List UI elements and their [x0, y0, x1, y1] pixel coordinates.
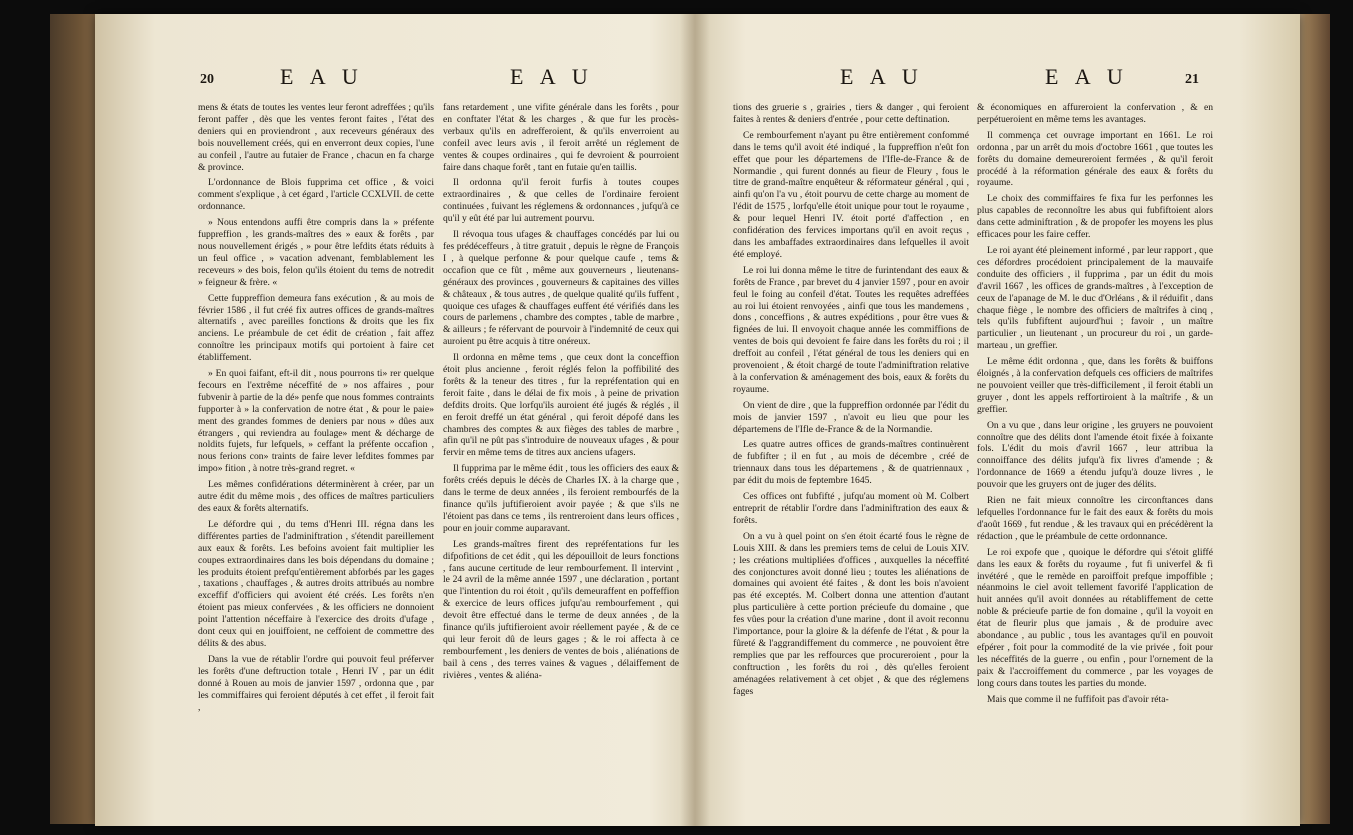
paragraph: tions des gruerie s , grairies , tiers & danger , qui feroient faites à rentes & deniers d'entrée , pour cette deftination.	[733, 102, 969, 125]
paragraph: Il commença cet ouvrage important en 1661. Le roi ordonna , par un arrêt du mois d'octobre 1661 , que toutes les forêts du domaine demeureroient fermées , & qu'il feroit procédé à la réformation générale des eaux & forêts du royaume.	[977, 129, 1213, 189]
paragraph: On a vu que , dans leur origine , les gruyers ne pouvoient connoître que des délits dont l'amende étoit fixée à foixante fols. L'édit du mois d'avril 1667 , leur attribua la connoiffance des délits jufqu'à fix livres d'amende ; & l'ordonnance de 1669 a étendu jufqu'à douze livres , le pouvoir que les gruyers ont de juger des délits.	[977, 419, 1213, 491]
paragraph: Le roi ayant été pleinement informé , par leur rapport , que ces défordres procédoient principalement de la mauvaife conduite des officiers , il fupprima , par un édit du mois d'avril 1667 , les offices de grands-maîtres , à l'exception de ceux de l'apanage de M. le duc d'Orléans , & il réduifit , dans chaque fiège , le nombre des officiers de maîtrifes à cinq , tels qu'ils fubfiftent aujourd'hui ; favoir , un maître particulier , un lieutenant , un procureur du roi , un garde-marteau , un greffier.	[977, 244, 1213, 352]
running-head: E A U	[510, 64, 594, 89]
paragraph: Cette fuppreffion demeura fans exécution , & au mois de février 1586 , il fut créé fix autres offices de grands-maîtres alternatifs , avec pareilles fonctions & droits que les fix anciens. Le préambule de cet édit de création , fait affez connoître les principaux motifs qui portoient à faire cet établiffement.	[198, 292, 434, 364]
running-head: E A U	[840, 64, 924, 89]
paragraph: Les quatre autres offices de grands-maîtres continuèrent de fubfifter ; il en fut , au mois de décembre , créé de triennaux dans tous les départemens , & de quatriennaux , par édit du mois de feptembre 1645.	[733, 439, 969, 487]
paragraph: Le même édit ordonna , que, dans les forêts & buiffons éloignés , à la confervation defquels ces officiers de maîtrifes ne pouvoient veiller que très-difficilement , il feroit établi un gruyer , dont les appels reffortiroient à la maîtrife , & un greffier.	[977, 356, 1213, 415]
paragraph: L'ordonnance de Blois fupprima cet office , & voici comment s'explique , à cet égard , l'article CCXLVII. de cette ordonnance.	[198, 177, 434, 213]
paragraph: On vient de dire , que la fuppreffion ordonnée par l'édit du mois de janvier 1597 , n'avoit eu lieu que pour les départemens de l'Ifle de-France & de la Normandie.	[733, 399, 969, 435]
paragraph: » Nous entendons auffi être compris dans la » préfente fuppreffion , les grands-maîtres des » eaux & forêts , par nous nouvellement érigés , » pour être lefdits états réduits à un feul office , » vacation advenant, femblablement les receveurs » des bois, felon qu'ils étoient du tems de notredit » feigneur & frère. «	[198, 217, 434, 288]
paragraph: Rien ne fait mieux connoître les circonftances dans lefquelles l'ordonnance fur le fait des eaux & forêts du mois d'août 1669 , fut rendue , & les travaux qui en précédèrent la rédaction , que le préambule de cette ordonnance.	[977, 495, 1213, 542]
page-number: 21	[1185, 72, 1199, 87]
paragraph: & économiques en affureroient la confervation , & en perpétueroient en même tems les avantages.	[977, 102, 1213, 125]
page-number: 20	[200, 72, 214, 87]
paragraph: Les grands-maîtres firent des repréfentations fur les difpofitions de cet édit , qui les dépouilloit de leurs fonctions , fans aucune certitude de leur rembourfement. Il intervint , le 24 avril de la même année 1597 , une déclaration , portant que l'intention du roi étoit , qu'ils demeuraffent en poffeffion & exercice de leurs offices jufqu'au rembourfement , qui devoit être effectué dans le terme de deux années , de la finance qu'ils juftifieroient avoir réellement payée , & de ce qui leur feroit dû de leurs gages ; & le roi affecta à ce rembourfement , les deniers de ventes de bois , aliénations de bail à cens , des terres vaines & vagues , délaiffement de rivières , ventes & aliéna-	[443, 538, 679, 681]
paragraph: mens & états de toutes les ventes leur feront adreffées ; qu'ils feront paffer , dès que les ventes feront faites , l'état des deniers qui en proviendront , aux receveurs généraux des bois nouvellement créés, qui en enverront deux copies, l'une au confeil , l'autre au futaier de France , chacun en fa charge & province.	[198, 102, 434, 173]
paragraph: fans retardement , une vifite générale dans les forêts , pour en conftater l'état & les charges , & que fur les procès-verbaux qu'ils en adrefferoient, & qu'ils enverroient au confeil avec leurs avis , il feroit arrêté un réglement de ventes & coupes ordinaires , qui fe devroient & pourroient faire dans chaque forêt , tant en futaie qu'en taillis.	[443, 102, 679, 173]
paragraph: Le roi lui donna même le titre de furintendant des eaux & forêts de France , par brevet du 4 janvier 1597 , pour en avoir feul le foing au confeil d'état. Toutes les requêtes adreffées au roi lui étoient renvoyées , ainfi que tous les mandemens , dons , conceffions , & autres expéditions , pour être vues & fignées de lui. Il envoyoit chaque année les commiffions de ventes de bois qui devoient fe faire dans les forêts du roi ; il dreffoit au confeil , l'état général de tous les deniers qui en provenoient , & étoit chargé de toute l'adminiftration relative à la confervation & aménagement des bois, eaux & forêts du royaume.	[733, 264, 969, 395]
paragraph: Il ordonna en même tems , que ceux dont la conceffion étoit plus ancienne , feroit réglés felon la poffibilité des forêts & la teneur des titres , fur la repréfentation qui en feroit faite , dans le délai de fix mois , à peine de privation defdits droits. Que lorfqu'ils auroient été jugés & réglés , il en feroit dreffé un état général , qui feroit dépofé dans les chambres des comptes & aux fièges des tables de marbre , afin qu'il ne pût pas s'introduire de nouveaux ufages , & pour fervir en même tems de titres aux anciens ufagers.	[443, 352, 679, 459]
paragraph: Il ordonna qu'il feroit furfis à toutes coupes extraordinaires , & que celles de l'ordinaire feroient continuées , fuivant les réglemens & ordonnances , jufqu'à ce qu'il y eût été par lui autrement pourvu.	[443, 177, 679, 225]
text-column-left	[733, 102, 969, 702]
paragraph: Le roi expofe que , quoique le défordre qui s'étoit gliffé dans les eaux & forêts du royaume , fut fi univerfel & fi invétéré , que le remède en paroiffoit prefque impoffible ; néanmoins le ciel avoit tellement favorifé l'application de huit années qu'il avoit données au rétabliffement de cette noble & précieufe partie de fon domaine , qu'il la voyoit en état de fleurir plus que jamais , & de produire avec abondance , au public , tous les avantages qu'il en pouvoit efpérer , foit pour la commodité de la vie privée , foit pour les néceffités de la guerre , ou enfin , pour l'ornement de la paix & l'accroiffement du commerce , par les voyages de long cours dans toutes les parties du monde.	[977, 546, 1213, 689]
paragraph: » En quoi faifant, eft-il dit , nous pourrons ti» rer quelque fecours en l'extrême néceffité de » nos affaires , pour fubvenir à partie de la dé» penfe que nous fommes contraints fupporter à » la confervation de notre état , & pour le paie» ment des grandes fommes de deniers par nous » dûes aux étrangers , qui reviendra au foulage» ment & décharge de noldits fujets, fur lefquels, » ceffant la préfente occafion , nous ferions con» traints de faire lever lefdites fommes par impo» fition , à notre très-grand regret. «	[198, 368, 434, 475]
paragraph: Dans la vue de rétablir l'ordre qui pouvoit feul préferver les forêts d'une deftruction totale , Henri IV , par un édit donné à Rouen au mois de janvier 1597 , ordonna que , par les commiffaires qui feroient députés à cet effet , il feroit fait ,	[198, 653, 434, 713]
right-page-header	[715, 64, 1220, 98]
paragraph: Il fupprima par le même édit , tous les officiers des eaux & forêts créés depuis le décès de Charles IX. à la charge que , dans le terme de deux années , ils feroient rembourfés de la finance qu'ils juftifieroient avoir payée ; & que s'ils ne l'étoient pas dans ce tems , ils rentreroient dans leurs offices , pour en jouir comme auparavant.	[443, 463, 680, 534]
running-head: E A U	[1045, 64, 1129, 89]
left-page-header	[170, 64, 680, 98]
paragraph: Le défordre qui , du tems d'Henri III. régna dans les différentes parties de l'adminiftration , s'étendit pareillement aux eaux & forêts. Les befoins avoient fait multiplier les coupes extraordinaires dans les bois dépendans du domaine ; les produits étoient prefqu'entièrement abforbés par les gages , taxations , chauffages , & autres droits attribués au nombre exceffif d'officiers qui avoient été créés. Les forêts n'en étoient pas mieux confervées , & les officiers ne donnoient point l'attention néceffaire à l'exercice des droits d'ufage , dont ceux qui en jouiffoient, ne ceffoient de commettre des délits & des abus.	[198, 518, 434, 649]
paragraph: Il révoqua tous ufages & chauffages concédés par lui ou fes prédéceffeurs , à titre gratuit , depuis le règne de François I , à quelque perfonne & pour quelque caufe , tems & occafion que ce fût , même aux gouverneurs , lieutenans-généraux des provinces , gouverneurs & capitaines des villes & châteaux , & tous autres , de quelque qualité qu'ils fuffent , quoique ces ufages & chauffages euffent été vérifiés dans les cours de parlemens , chambre des comptes , table de marbre , & ailleurs ; fe réfervant de pourvoir à l'indemnité de ceux qui auroient pu être acquis à titre onéreux.	[443, 229, 679, 348]
text-column-left	[198, 102, 434, 717]
right-page	[715, 14, 1220, 826]
left-page	[170, 14, 680, 826]
book-gutter	[680, 14, 710, 826]
text-column-right	[977, 102, 1213, 710]
paragraph: Ce rembourfement n'ayant pu être entièrement confommé dans le tems qu'il avoit été indiqué , la fuppreffion n'eût fon effet que pour les départemens de l'Ifle-de-France & de Normandie , qui furent donnés au fieur de Fleury , fous le titre de grand-maître enquêteur & réformateur général , qui , ainfi qu'on l'a vu , étoit pourvu de cette charge au moment de l'édit de 1575 , lorfqu'elle étoit unique pour tout le royaume , & pour lequel Henri IV. étoit porté d'affection , en confidération des fervices importans qu'il en avoit reçus , dans les ambaffades extraordinaires dans lefquelles il avoit été employé.	[733, 129, 969, 260]
paragraph: Le choix des commiffaires fe fixa fur les perfonnes les plus capables de reconnoître les abus qui fubfiftoient alors dans cette adminiftration , & de propofer les moyens les plus efficaces pour les faire ceffer.	[977, 193, 1213, 241]
paragraph: On a vu à quel point on s'en étoit écarté fous le règne de Louis XIII. & dans les premiers tems de celui de Louis XIV. ; les créations multipliées d'offices , auxquelles la néceffité des conjonctures avoit donné lieu ; toutes les aliénations de domaines qui avoient été faites , & dont les bois n'avoient pas été exceptés. M. Colbert donna une attention d'autant plus particulière à cette portion précieufe du domaine , que fes vûes pour la création d'une marine , dont il avoit reconnu l'importance, pour la gloire & la défenfe de l'état , & pour la fûreté & l'aggrandiffement du commerce , ne pouvoient être remplies que par les reffources que procureroient , pour la conftruction , les forêts du roi , dès qu'elles feroient aménagées relativement à cet objet , & que des réglemens fages	[733, 530, 969, 697]
text-column-right	[443, 102, 679, 686]
paragraph: Mais que comme il ne fuffifoit pas d'avoir réta-	[987, 693, 1169, 705]
running-head: E A U	[280, 64, 364, 89]
paragraph: Ces offices ont fubfifté , jufqu'au moment où M. Colbert entreprit de rétablir l'ordre dans l'adminiftration des eaux & forêts.	[733, 491, 969, 526]
paragraph: Les mêmes confidérations déterminèrent à créer, par un autre édit du même mois , des offices de maîtres particuliers des eaux & forêts alternatifs.	[198, 479, 434, 514]
